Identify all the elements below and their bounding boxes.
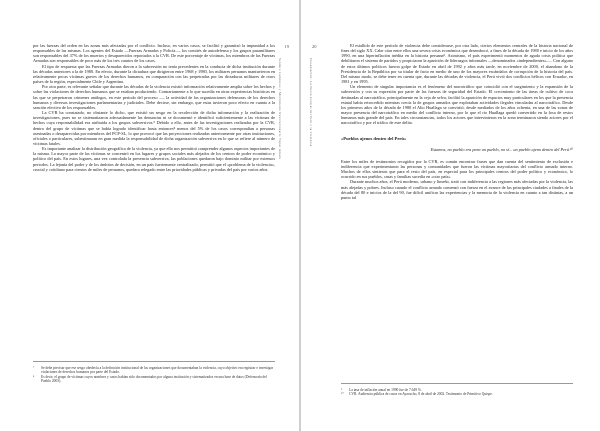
footnote-number: ⁷ [33, 366, 35, 370]
footnote [33, 375, 275, 384]
paragraph: El tipo de respuesta que las Fuerzas Armadas dieron a la subversión no tenía precedentes en la conducta de dicha institución durante las décadas anteriores a la de 1980. En efecto, durante la dictadura que dirigieron entre 1968 y 1980, los militares peruanos mantuvieron en relativamente pocas víctimas graves de los derechos humanos, en comparación con las perpetradas por las dictaduras militares de otros países de la región, especialmente Chile y Argentina. [33, 63, 275, 85]
footnote-number: ⁹ [341, 388, 343, 392]
running-head: Sendero Luminoso y Movimiento Revolucionario Túpac Amaru [278, 58, 282, 160]
footnote [341, 392, 573, 396]
running-head: Presentación: La Sierra Central del Perú y la violencia [309, 58, 313, 147]
paragraph: por las fuerzas del orden en las zonas más afectadas por el conflicto. Incluso, en varios casos, se facilitó y garantizó la impunidad a los responsables de las mismas. Los agentes del Estado —Fuerzas Armadas y Policía—, los comités de autodefensa y los grupos paramilitares son responsables del 37% de los muertos y desaparecidos reportados a la CVR. De este porcentaje de víctimas, los miembros de las Fuerzas Armadas son responsables de poco más de los tres cuartos de los casos. [33, 43, 275, 64]
paragraph: El estallido de este período de violencia debe considerarse, por otra lado, ciertos elementos centrales de la historia nacional de fines del siglo XX. Cabe citar entre ellos una severa crisis económica que desembocó, a fines de la década de 1980 e inicio de los años 1990, en una hiperinflación inédita en la historia peruana⁹. Asimismo, el país experimentó momentos de aguda crisis política que debilitaron el sistema de partidos y propiciaron la aparición de liderazgos informales —denominados «independientes»—. Con alguno de estos últimos políticos fueron golpe de Estado en abril de 1992 y años más tarde, en noviembre de 2000, el abandono de la Presidencia de la República por su titular de facto en medio de uno de los mayores escándalos de corrupción de la historia del país. Del mismo modo, se debe tener en cuenta que, durante las décadas de violencia, el Perú vivió dos conflictos bélicos con Ecuador, en 1981 y en 1995. [341, 43, 573, 85]
footnotes [341, 383, 573, 397]
page-number: 19 [284, 44, 289, 49]
body-text [341, 43, 573, 200]
page-number: 20 [312, 44, 317, 49]
paragraph: Es importante analizar la distribución geográfica de la violencia, ya que ello nos permitirá comprender algunos aspectos importantes de la misma. La mayor parte de las víctimas se concentró en los lugares y grupos sociales más alejados de los centros de poder económico y político del país. En estos lugares, una vez controlada la presencia subversiva, las poblaciones quedaron bajo dominio militar por extensos periodos. La lejanía del poder y de los ámbitos de decisión, en un país fuertemente centralizado, permitió que el «problema de la violencia», crucial y cotidiano para cientos de miles de peruanos, quedara relegado entre las prioridades públicas y privadas del país por varios años. [33, 146, 275, 172]
footnote-text: Se debe precisar que ese sesgo obedecía a la definición institucional de las organizaciones que documentaban la violencia, cuyo objetivo era registrar e investigar violaciones de derechos humanos por parte del Estado. [41, 366, 274, 375]
paragraph: Entre los miles de testimonios recogidos por la CVR, es común encontrar frases que dan cuenta del sentimiento de exclusión e indiferencia que experimentaron las personas y comunidades que fueron las víctimas mayoritarias del conflicto armado interno. Muchos de ellos sintieron que para el resto del país, en especial para los principales centros del poder político y económico, lo ocurrido en sus pueblos, casas y familias sucedía en «otro país». [341, 158, 573, 180]
footnote [33, 366, 275, 375]
footnote-text: La tasa de inflación anual en 1990 fue de 7.649 %. [349, 388, 422, 392]
footnote-text: Es decir, el grupo de víctimas cuyos nombres y casos habían sido documentados por alguna institución y sistematizados en una base de datos (Defensoría del Pueblo 2003). [41, 374, 267, 384]
right-page [301, 0, 600, 431]
footnote-text: CVR. Audiencia pública de casos en Ayacucho, 8 de abril de 2002. Testimonio de Primitivo Quispe. [349, 392, 493, 397]
left-page [0, 0, 299, 431]
footnote-number: ¹⁰ [341, 392, 344, 397]
body-text [33, 43, 275, 172]
paragraph: Por otra parte, es relevante señalar que durante las décadas de la violencia existió información relativamente amplia sobre los hechos y sobre las violaciones de derechos humanos que se estaban produciendo. Contrariamente a lo que sucedía en otras experiencias históricas en las que se perpetraron crímenes análogos, en este periodo del proceso —, la actividad de las organizaciones defensoras de los derechos humanos y diversas investigaciones parlamentarias y judiciales. Debe decirse, sin embargo, que estas tuvieron poco efecto en cuanto a la sanción efectiva de los responsables. [33, 84, 275, 110]
section-heading: «Pueblos ajenos dentro del Perú» [341, 135, 407, 141]
paragraph: Un elemento de singular importancia es el fenómeno del narcotráfico que coincidió con el surgimiento y la expansión de la subversión y con su expresión por parte de las fuerzas de seguridad del Estado. El crecimiento de las áreas de cultivo de coca destinadas al narcotráfico, principalmente en la ceja de selva, facilitó la aparición de espacios muy particulares en los que la presencia estatal había retrocedido mientras crecía la de grupos armados que explotaban actividades ilegales vinculadas al narcotráfico. Desde los primeros años de la década de 1980 el Alto Huallaga se convirtió, desde mediados de los años ochenta, en una de las zonas de mayor presencia del narcotráfico en medio del conflicto interno, por lo que el río Huallaga quedó convertido en la fosa de restos humanos más grande del país. En tales circunstancias, todos los actores que intervinieron en la zona terminaron siendo actores por el narcotráfico y por el tráfico de este delito. [341, 84, 573, 126]
paragraph: Durante muchos años, el Perú moderno, urbano y limeño, trató con indiferencia a las regiones más afectadas por la violencia, las más alejadas y pobres. Incluso cuando el conflicto armado comenzó con fuerza en el avance de las principales ciudades a finales de la década del 80 e inicios de la del 90, fue difícil unificar las experiencias y la memoria de la violencia en cuanto a tan distintas, a un punto tal [341, 179, 573, 200]
epigraph: Estamos, no pueblo era para un pueblo, no sí... un pueblo ajeno dentro del Perú.¹⁰ [430, 146, 573, 152]
footnote-number: ⁸ [33, 374, 35, 379]
paragraph: La CVR ha constatado, no obstante lo dicho, que existió un sesgo en la recolección de dicha información y la realización de investigaciones, pues no se sistematizaron adecuadamente las denuncias ni se documentó e identificó suficientemente a las víctimas de hechos cuya responsabilidad era atribuida a los grupos subversivos.⁹ Debido a ello, antes de las investigaciones realizadas por la CVR, dentro del grupo de víctimas que se había logrado identificar hasta entonces⁸ menos del 5% de los casos correspondían a personas asesinadas o desaparecidas por miembros del PCP-SL, lo que provocó que las proyecciones realizadas anteriormente por otras instituciones, oficiales o particulares, subestimaran en gran medida la responsabilidad de dicha organización subversiva en lo que se refiere al número de víctimas fatales. [33, 110, 275, 146]
footnotes [33, 361, 275, 384]
